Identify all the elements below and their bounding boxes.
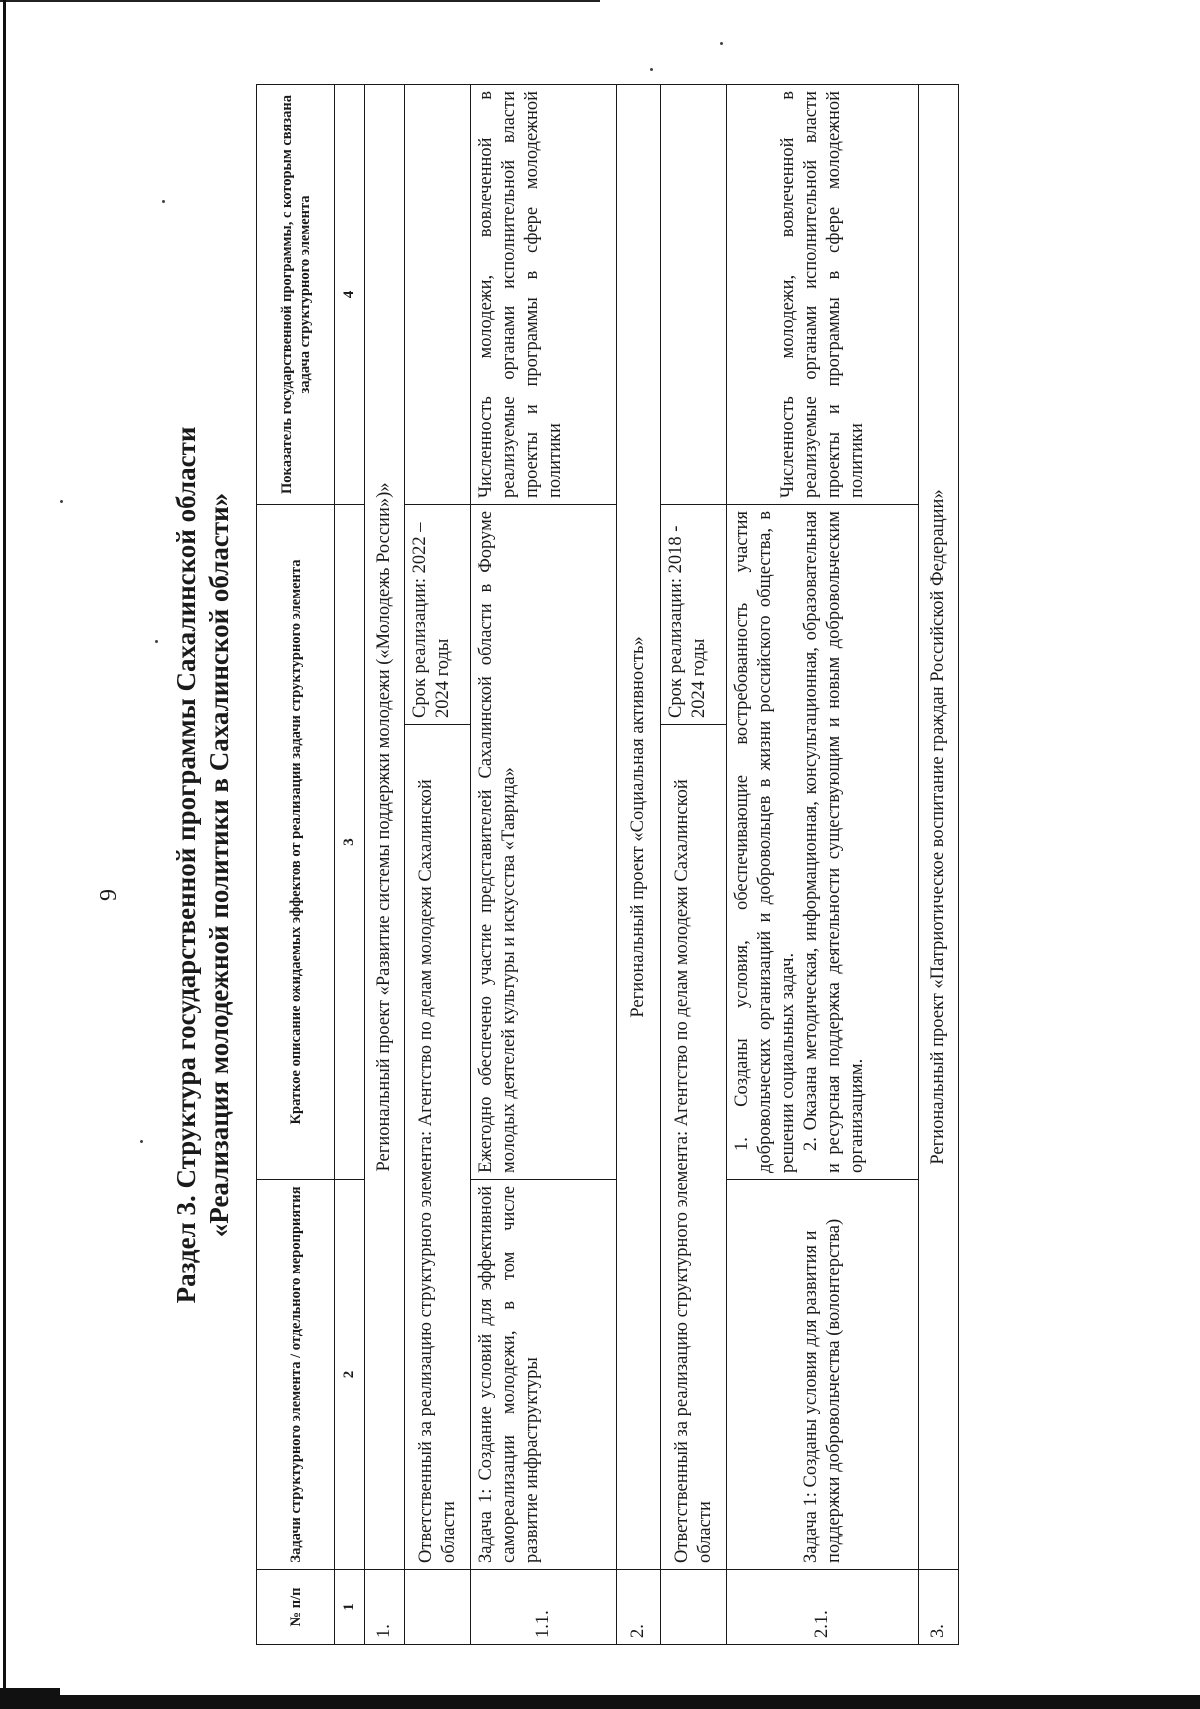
header-number: № п/п [257, 1570, 335, 1645]
empty-cell [405, 85, 471, 505]
column-number: 1 [335, 1570, 365, 1645]
project-row-2 [617, 85, 661, 1645]
scan-border-bottom [0, 1695, 1200, 1709]
column-number: 4 [335, 85, 365, 505]
empty-cell [661, 85, 727, 505]
project-row-3 [919, 85, 959, 1645]
project-number: 2. [617, 1570, 661, 1645]
task-indicator: Численность молодежи, вовлеченной в реализуемые органами исполнительной власти проекты и программы в сфере молодежной политики [727, 85, 919, 505]
task-name: Задача 1: Созданы условия для развития и поддержки добровольчества (волонтерства) [727, 1180, 919, 1570]
empty-cell [405, 1570, 471, 1645]
header-task: Задачи структурного элемента / отдельного мероприятия [257, 1180, 335, 1570]
project-row-1 [365, 85, 405, 1645]
task-number: 1.1. [471, 1570, 617, 1645]
effect-item: 2. Оказана методическая, информационная, консультационная, образовательная и ресурсная поддержка деятельности существующим и новым добровольческим организациям. [801, 511, 867, 1173]
project-title: Региональный проект «Социальная активность» [617, 85, 661, 1570]
scan-speck [720, 42, 723, 45]
scan-speck [155, 640, 158, 643]
scan-border-left [3, 0, 6, 1709]
task-number: 2.1. [727, 1570, 919, 1645]
document-rotated-content [170, 75, 1050, 1655]
header-indicator: Показатель государственной программы, с которым связана задача структурного элемента [257, 85, 335, 505]
project-number: 3. [919, 1570, 959, 1645]
task-row-2-1 [727, 85, 919, 1645]
effect-item: 1. Созданы условия, обеспечивающие востребованность участия добровольческих организаций и добровольцев в жизни российского общества, в решении социальных задач. [732, 511, 798, 1173]
task-effects: Ежегодно обеспечено участие представителей Сахалинской области в Форуме молодых деятелей культуры и искусства «Таврида» [471, 505, 617, 1180]
heading-line-1: Раздел 3. Структура государственной программы Сахалинской области [171, 426, 201, 1304]
scan-speck [162, 200, 165, 203]
responsible-row-1 [405, 85, 471, 1645]
project-number: 1. [365, 1570, 405, 1645]
responsible-row-2 [661, 85, 727, 1645]
section-heading [170, 265, 242, 1465]
program-structure-table [256, 84, 959, 1645]
responsible-text: Ответственный за реализацию структурного элемента: Агентство по делам молодежи Сахалинской области [405, 725, 471, 1570]
scan-speck [60, 500, 63, 503]
project-title: Региональный проект «Развитие системы поддержки молодежи («Молодежь России»)» [365, 85, 405, 1570]
project-title: Региональный проект «Патриотическое воспитание граждан Российской Федерации» [919, 85, 959, 1570]
column-number: 2 [335, 1180, 365, 1570]
page-number: 9 [96, 889, 122, 901]
column-number: 3 [335, 505, 365, 1180]
scan-corner-bottom-left [0, 1688, 60, 1709]
responsible-text: Ответственный за реализацию структурного элемента: Агентство по делам молодежи Сахалинской области [661, 725, 727, 1570]
empty-cell [661, 1570, 727, 1645]
task-row-1-1 [471, 85, 617, 1645]
task-indicator: Численность молодежи, вовлеченной в реализуемые органами исполнительной власти проекты и программы в сфере молодежной политики [471, 85, 617, 505]
task-name: Задача 1: Создание условий для эффективной самореализации молодежи, в том числе развитие инфраструктуры [471, 1180, 617, 1570]
scan-border-top [0, 0, 600, 2]
task-effects [727, 505, 919, 1180]
header-effects: Краткое описание ожидаемых эффектов от реализации задачи структурного элемента [257, 505, 335, 1180]
heading-line-2: «Реализация молодежной политики в Сахалинской области» [204, 492, 234, 1238]
table-header-row [257, 85, 335, 1645]
scan-speck [650, 68, 653, 71]
scan-speck [140, 1140, 143, 1143]
column-number-row [335, 85, 365, 1645]
term-text: Срок реализации: 2018 - 2024 годы [661, 505, 727, 725]
term-text: Срок реализации: 2022 – 2024 годы [405, 505, 471, 725]
